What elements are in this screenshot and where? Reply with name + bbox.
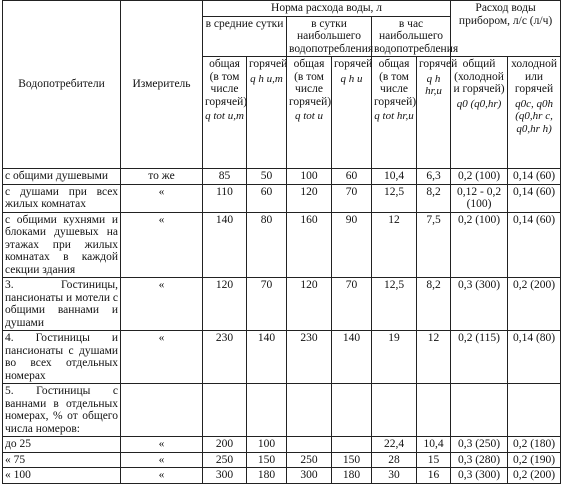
cell: 180 [332,468,372,484]
cell: 230 [287,331,332,384]
symbol-total-avg: q tot u,m [205,110,244,122]
cell: 0,2 (100) [451,169,508,185]
group-title: 5. Гостиницы с ваннами в отдельных номерах, % от общего числа номеров: [3,384,121,437]
col-hot-day: горячей q h u [332,57,372,169]
cell: 100 [247,437,287,453]
cell: 110 [203,184,247,212]
symbol-hot-day: q h u [340,72,363,85]
cell: 60 [332,169,372,185]
cell: 12,5 [372,278,417,331]
cell: 230 [203,331,247,384]
cell: 16 [417,468,451,484]
col-hot-hour: горячей q h hr,u [417,57,451,169]
col-total-hour: общая (в том числе горячей) q tot hr,u [372,57,417,169]
table-row [3,278,561,331]
row-meter: « [121,452,203,468]
cell: 160 [287,212,332,278]
cell: 0,14 (60) [508,184,561,212]
cell: 120 [203,278,247,331]
cell: 12 [417,331,451,384]
cell: 200 [203,437,247,453]
group-title-row [3,384,561,437]
cell: 22,4 [372,437,417,453]
row-label: с душами при всех жилых комнатах [3,184,121,212]
col-total-day: общая (в том числе горячей) q tot u [287,57,332,169]
symbol-total-day: q tot u [294,110,324,122]
consumers-header: Водопотребители [3,1,121,169]
cell: 60 [247,184,287,212]
symbol-device-cold: q0c, q0h (q0,hr c, q0,hr h) [515,97,553,135]
cell: 0,2 (180) [508,437,561,453]
cell: 120 [287,278,332,331]
cell: 28 [372,452,417,468]
cell: 0,12 - 0,2 (100) [451,184,508,212]
row-label: с общими кухнями и блоками душевых на этажах при жилых комнатах в каждой секции здания [3,212,121,278]
cell: 0,14 (80) [508,331,561,384]
cell: 15 [417,452,451,468]
device-header: Расход воды прибором, л/с (л/ч) [451,1,561,57]
cell: 140 [332,331,372,384]
cell: 120 [287,184,332,212]
row-label: « 100 [3,468,121,484]
water-norms-table [2,0,561,484]
cell: 250 [203,452,247,468]
cell: 70 [247,278,287,331]
cell: 10,4 [372,169,417,185]
table-row [3,437,561,453]
row-meter: « [121,184,203,212]
header-row-1 [3,1,561,17]
cell: 70 [332,278,372,331]
table-row [3,169,561,185]
row-meter: « [121,212,203,278]
table-row [3,212,561,278]
table-row [3,452,561,468]
cell: 19 [372,331,417,384]
cell: 140 [247,331,287,384]
cell: 0,3 (300) [451,468,508,484]
cell: 6,3 [417,169,451,185]
row-label: « 75 [3,452,121,468]
col-device-cold: холодной или горячей q0c, q0h (q0,hr c, q0,hr h) [508,57,561,169]
cell: 0,14 (60) [508,169,561,185]
cell: 100 [287,169,332,185]
row-meter: « [121,278,203,331]
symbol-device-total: q0 (q0,hr) [456,97,502,110]
row-meter: « [121,331,203,384]
cell: 300 [203,468,247,484]
cell: 250 [287,452,332,468]
avg-day-header: в средние сутки [203,16,287,57]
cell: 0,2 (190) [508,452,561,468]
cell [287,437,332,453]
cell: 8,2 [417,184,451,212]
cell: 10,4 [417,437,451,453]
max-day-header: в сутки наибольшего водопотребления [287,16,372,57]
row-meter: « [121,437,203,453]
cell: 8,2 [417,278,451,331]
symbol-hot-hour: q h hr,u [425,72,442,97]
cell: 180 [247,468,287,484]
meter-header: Измеритель [121,1,203,169]
cell: 0,2 (115) [451,331,508,384]
col-hot-avg: горячей q h u,m [247,57,287,169]
row-meter: « [121,468,203,484]
cell: 0,3 (250) [451,437,508,453]
col-device-total: общий (холодной и горячей) q0 (q0,hr) [451,57,508,169]
cell: 90 [332,212,372,278]
cell: 0,2 (100) [451,212,508,278]
row-label: с общими душевыми [3,169,121,185]
cell: 12,5 [372,184,417,212]
cell: 150 [247,452,287,468]
cell: 50 [247,169,287,185]
cell: 140 [203,212,247,278]
cell: 0,3 (300) [451,278,508,331]
row-label: до 25 [3,437,121,453]
col-total-avg: общая (в том числе горячей) q tot u,m [203,57,247,169]
max-hour-header: в час наибольшего водопотребления [372,16,451,57]
norm-header: Норма расхода воды, л [203,1,451,17]
cell: 150 [332,452,372,468]
cell: 300 [287,468,332,484]
table-row [3,184,561,212]
cell: 0,3 (280) [451,452,508,468]
symbol-total-hour: q tot hr,u [374,110,414,122]
cell: 70 [332,184,372,212]
row-label: 3. Гостиницы, пансионаты и мотели с общими ваннами и душами [3,278,121,331]
symbol-hot-avg: q h u,m [250,72,283,85]
cell: 30 [372,468,417,484]
cell: 12 [372,212,417,278]
table-row [3,331,561,384]
cell: 80 [247,212,287,278]
cell: 85 [203,169,247,185]
cell: 0,2 (200) [508,278,561,331]
cell: 7,5 [417,212,451,278]
cell: 0,2 (200) [508,468,561,484]
row-meter: то же [121,169,203,185]
cell [332,437,372,453]
row-label: 4. Гостиницы и пансионаты с душами во всех отдельных номерах [3,331,121,384]
cell: 0,14 (60) [508,212,561,278]
